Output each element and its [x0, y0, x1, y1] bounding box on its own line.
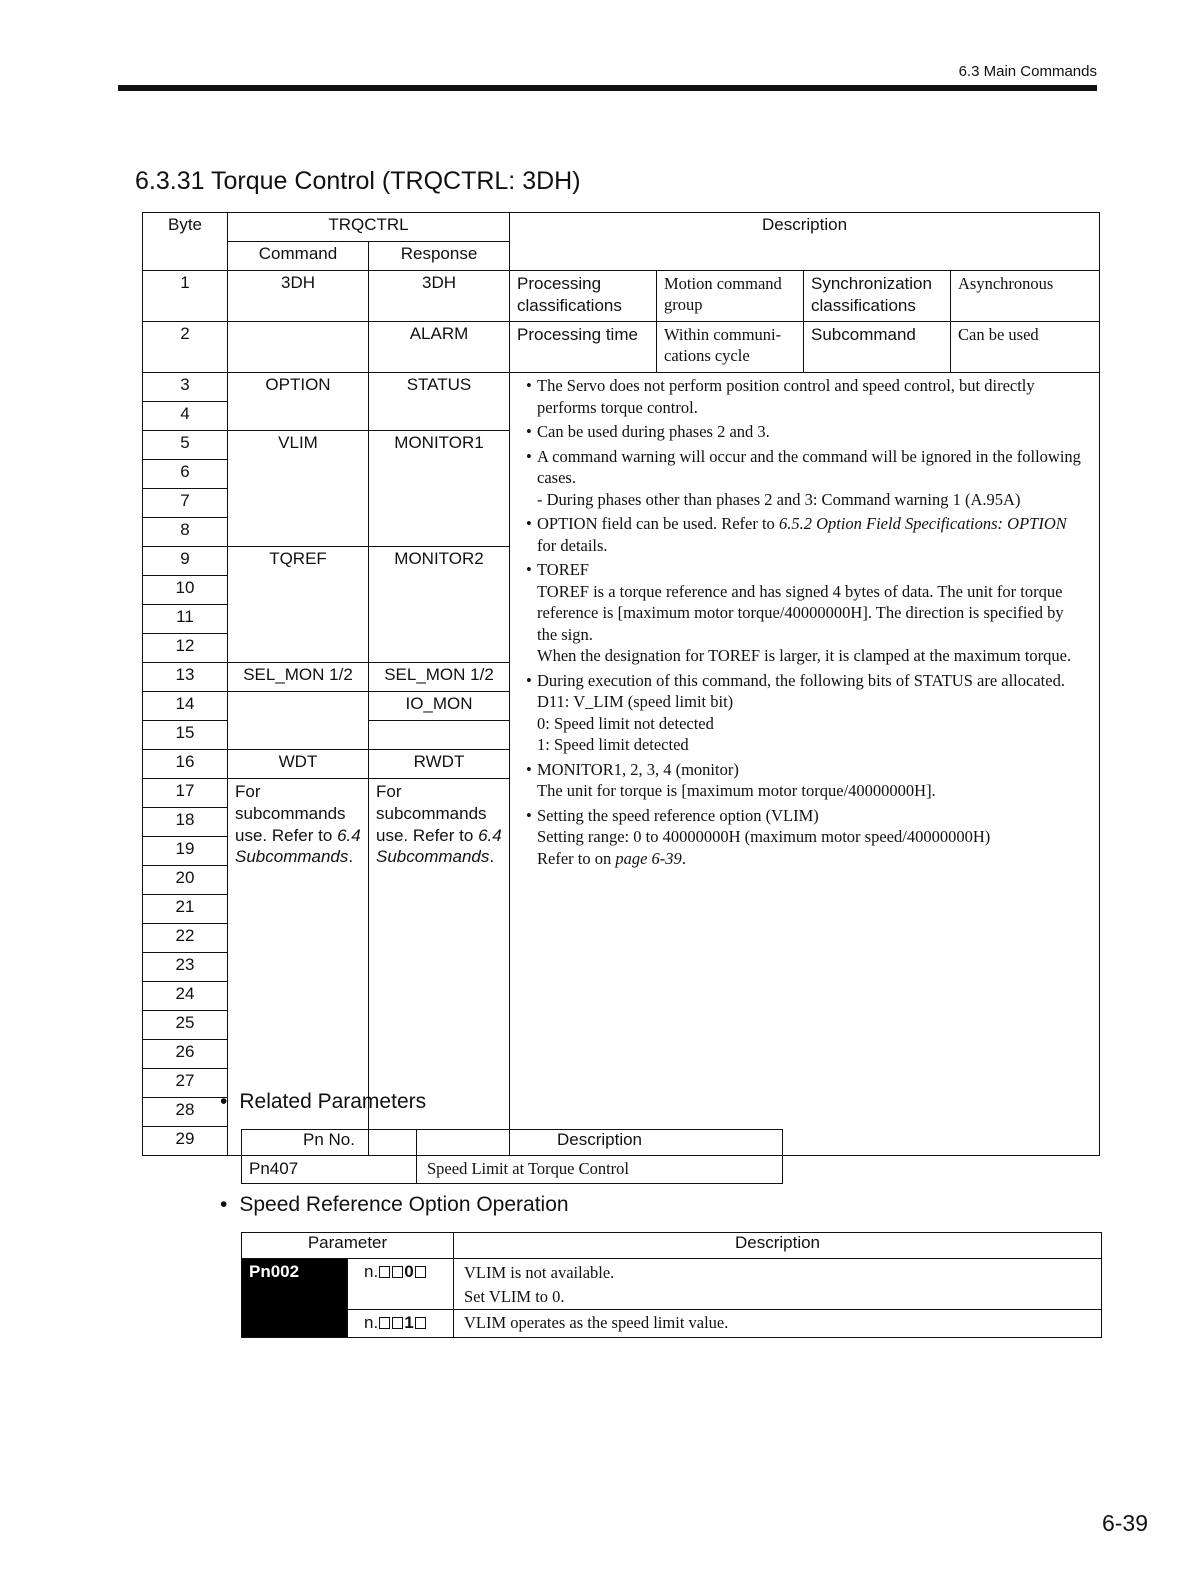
pn-description: Speed Limit at Torque Control: [417, 1156, 783, 1184]
header-command: Command: [228, 242, 369, 271]
description-cell: [510, 373, 1100, 1156]
section-title: 6.3.31 Torque Control (TRQCTRL: 3DH): [135, 167, 581, 195]
byte-cell: 26: [143, 1040, 228, 1069]
desc-item: • Can be used during phases 2 and 3.: [526, 422, 770, 441]
byte-cell: 17: [143, 779, 228, 808]
desc-item: • TOREF TOREF is a torque reference and has signed 4 bytes of data. The unit for torque reference is [maximum motor torque/40000000H]. The direction is specified by the sign. When the designation for TOREF is larger, it is clamped at the maximum torque.: [526, 560, 1072, 665]
header-trqctrl: TRQCTRL: [228, 213, 510, 242]
byte-cell: 12: [143, 634, 228, 663]
header-rule: [118, 85, 1097, 91]
header-response: Response: [369, 242, 510, 271]
desc-item: • During execution of this command, the following bits of STATUS are allocated. D11: V_LIM (speed limit bit) 0: Speed limit not detected 1: Speed limit detected: [526, 670, 1065, 754]
header-parameter: Parameter: [242, 1233, 454, 1259]
byte-cell: 19: [143, 837, 228, 866]
byte-cell: 27: [143, 1069, 228, 1098]
header-pn-no: Pn No.: [242, 1130, 417, 1156]
byte-cell: 14: [143, 692, 228, 721]
desc-item: • Setting the speed reference option (VLIM) Setting range: 0 to 40000000H (maximum motor speed/40000000H) Refer to on page 6-39.: [526, 805, 991, 868]
field-wdt: WDT: [228, 750, 369, 779]
speed-option-table: [241, 1232, 1102, 1338]
setting-description: VLIM operates as the speed limit value.: [454, 1309, 1102, 1337]
field-status: STATUS: [369, 373, 510, 431]
byte-cell: 28: [143, 1098, 228, 1127]
byte-cell: 23: [143, 953, 228, 982]
byte-cell: 1: [143, 271, 228, 322]
info-value: Within communi-cations cycle: [657, 322, 804, 373]
byte-cell: 20: [143, 866, 228, 895]
info-value: Asynchronous: [951, 271, 1100, 322]
byte-cell: 16: [143, 750, 228, 779]
parameter-setting: n. 0: [348, 1259, 454, 1310]
field-vlim: VLIM: [228, 431, 369, 547]
response-cell: ALARM: [369, 322, 510, 373]
byte-cell: 29: [143, 1127, 228, 1156]
header-byte: Byte: [143, 213, 228, 271]
byte-cell: 9: [143, 547, 228, 576]
response-cell: 3DH: [369, 271, 510, 322]
header-description: Description: [454, 1233, 1102, 1259]
field-empty: [369, 721, 510, 750]
byte-cell: 13: [143, 663, 228, 692]
field-subcommand-command: For subcommands use. Refer to 6.4 Subcommands.: [228, 779, 369, 1156]
byte-cell: 24: [143, 982, 228, 1011]
speed-option-heading: • Speed Reference Option Operation: [220, 1193, 569, 1216]
field-monitor2: MONITOR2: [369, 547, 510, 663]
field-option: OPTION: [228, 373, 369, 431]
byte-cell: 2: [143, 322, 228, 373]
table-row: [242, 1156, 783, 1184]
field-empty: [228, 692, 369, 750]
page-number: 6-39: [1101, 1510, 1148, 1536]
byte-cell: 5: [143, 431, 228, 460]
info-key: Synchronization classifications: [804, 271, 951, 322]
byte-cell: 25: [143, 1011, 228, 1040]
related-parameters-table: [241, 1129, 783, 1184]
field-sel-mon-command: SEL_MON 1/2: [228, 663, 369, 692]
pn-number: Pn407: [242, 1156, 417, 1184]
byte-cell: 4: [143, 402, 228, 431]
byte-cell: 22: [143, 924, 228, 953]
desc-item: • OPTION field can be used. Refer to 6.5.2 Option Field Specifications: OPTION for details.: [526, 514, 1067, 555]
byte-cell: 6: [143, 460, 228, 489]
desc-item: • The Servo does not perform position control and speed control, but directly performs torque control.: [526, 376, 1035, 417]
byte-cell: 11: [143, 605, 228, 634]
field-sel-mon-response: SEL_MON 1/2: [369, 663, 510, 692]
command-table: [142, 212, 1100, 1156]
info-key: Processing time: [510, 322, 657, 373]
info-key: Processing classifications: [510, 271, 657, 322]
field-monitor1: MONITOR1: [369, 431, 510, 547]
info-value: Can be used: [951, 322, 1100, 373]
byte-cell: 8: [143, 518, 228, 547]
table-row: [242, 1259, 1102, 1310]
command-cell: 3DH: [228, 271, 369, 322]
command-cell: [228, 322, 369, 373]
header-description: Description: [510, 213, 1100, 271]
desc-item: • A command warning will occur and the command will be ignored in the following cases. - During phases other than phases 2 and 3: Command warning 1 (A.95A): [526, 446, 1081, 509]
field-tqref: TQREF: [228, 547, 369, 663]
byte-cell: 7: [143, 489, 228, 518]
table-row: [242, 1309, 1102, 1337]
byte-cell: 18: [143, 808, 228, 837]
parameter-pn002: Pn002: [242, 1259, 348, 1338]
field-subcommand-response: For subcommands use. Refer to 6.4 Subcommands.: [369, 779, 510, 1156]
byte-cell: 3: [143, 373, 228, 402]
header-description: Description: [417, 1130, 783, 1156]
related-parameters-heading: • Related Parameters: [220, 1090, 427, 1113]
info-value: Motion command group: [657, 271, 804, 322]
desc-item: • MONITOR1, 2, 3, 4 (monitor) The unit for torque is [maximum motor torque/40000000H].: [526, 759, 936, 800]
field-rwdt: RWDT: [369, 750, 510, 779]
header-section-title: 6.3 Main Commands: [958, 63, 1097, 80]
page-reference: page 6-39: [615, 848, 682, 868]
section-reference: 6.5.2 Option Field Specifications: OPTION: [778, 514, 1067, 533]
byte-cell: 21: [143, 895, 228, 924]
setting-description: VLIM is not available. Set VLIM to 0.: [454, 1259, 1102, 1310]
byte-cell: 10: [143, 576, 228, 605]
parameter-setting: n. 1: [348, 1309, 454, 1337]
field-io-mon: IO_MON: [369, 692, 510, 721]
info-key: Subcommand: [804, 322, 951, 373]
byte-cell: 15: [143, 721, 228, 750]
